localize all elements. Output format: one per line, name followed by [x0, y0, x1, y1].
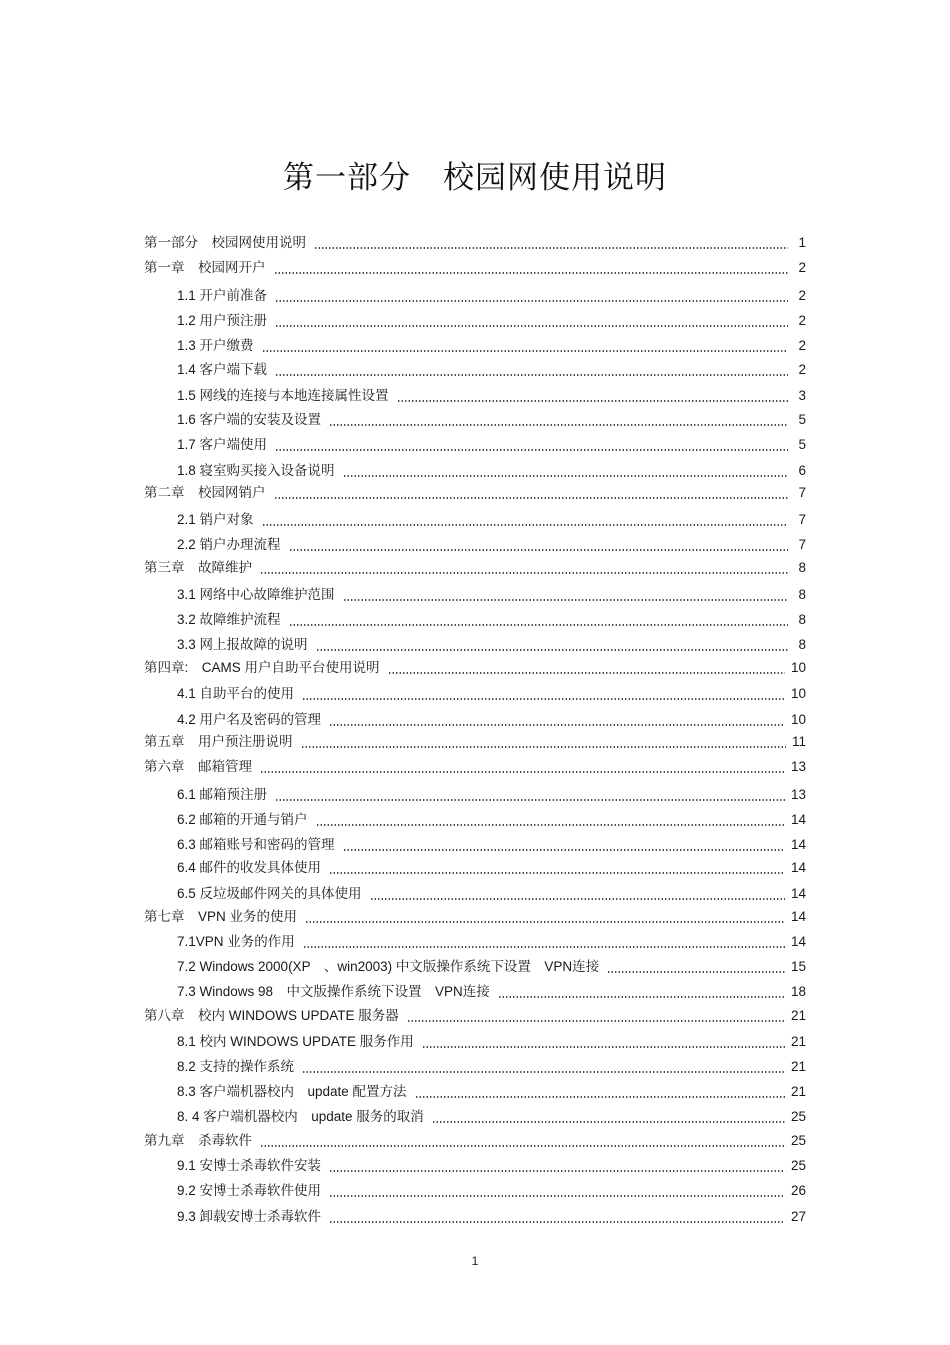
toc-entry-label: 9.1 安博士杀毒软件安装 [177, 1158, 322, 1173]
toc-leader-dots [301, 735, 786, 749]
toc-entry-page: 1 [798, 235, 806, 250]
toc-entry-page: 14 [790, 837, 806, 852]
toc-entry-label: 9.2 安博士杀毒软件使用 [177, 1183, 322, 1198]
toc-leader-dots [262, 513, 788, 527]
toc-entry-label: 7.3 Windows 98 中文版操作系统下设置 VPN连接 [177, 984, 490, 999]
toc-entry-page: 3 [798, 388, 806, 403]
toc-entry-label: 3.2 故障维护流程 [177, 612, 281, 627]
toc-leader-dots [498, 985, 785, 999]
toc-entry-label: 8. 4 客户端机器校内 update 服务的取消 [177, 1109, 424, 1124]
toc-leader-dots [607, 960, 785, 974]
toc-leader-dots [397, 389, 788, 403]
toc-entry [177, 1208, 806, 1226]
toc-entry-page: 5 [798, 437, 806, 452]
toc-entry-label: 6.2 邮箱的开通与销户 [177, 812, 308, 827]
toc-entry [177, 983, 806, 1001]
toc-entry-label: 8.1 校内 WINDOWS UPDATE 服务作用 [177, 1034, 414, 1049]
toc-entry-page: 2 [798, 288, 806, 303]
toc-entry-label: 第五章 用户预注册说明 [144, 734, 293, 749]
toc-leader-dots [343, 588, 788, 602]
toc-entry-page: 13 [790, 787, 806, 802]
page-title: 第一部分 校园网使用说明 [283, 160, 667, 196]
toc-leader-dots [316, 813, 785, 827]
toc-leader-dots [275, 788, 785, 802]
toc-leader-dots [275, 438, 788, 452]
toc-entry-label: 4.1 自助平台的使用 [177, 686, 295, 701]
toc-entry-label: 2.1 销户对象 [177, 512, 254, 527]
toc-entry-label: 第八章 校内 WINDOWS UPDATE 服务器 [144, 1008, 399, 1023]
toc-leader-dots [432, 1110, 785, 1124]
toc-entry-label: 1.6 客户端的安装及设置 [177, 412, 322, 427]
toc-entry-page: 25 [790, 1109, 806, 1124]
toc-entry [177, 885, 806, 903]
toc-entry [144, 559, 806, 577]
toc-entry-page: 2 [798, 313, 806, 328]
toc-entry [177, 1033, 806, 1051]
toc-entry [177, 536, 806, 554]
toc-entry-label: 4.2 用户名及密码的管理 [177, 712, 322, 727]
toc-entry-page: 14 [790, 812, 806, 827]
toc-entry-label: 6.4 邮件的收发具体使用 [177, 860, 322, 875]
toc-entry-label: 3.3 网上报故障的说明 [177, 637, 308, 652]
toc-leader-dots [274, 486, 789, 500]
toc-leader-dots [329, 1159, 785, 1173]
toc-entry [177, 411, 806, 429]
toc-entry-label: 第一部分 校园网使用说明 [144, 235, 306, 250]
toc-entry-page: 7 [798, 512, 806, 527]
toc-leader-dots [275, 314, 788, 328]
toc-entry-page: 6 [798, 463, 806, 478]
toc-entry-page: 21 [790, 1084, 806, 1099]
toc-entry [144, 1132, 806, 1150]
toc-entry [177, 859, 806, 877]
toc-entry-page: 25 [790, 1158, 806, 1173]
toc-leader-dots [329, 1184, 785, 1198]
toc-entry-page: 8 [798, 612, 806, 627]
toc-entry-label: 6.1 邮箱预注册 [177, 787, 268, 802]
toc-entry-label: 1.5 网线的连接与本地连接属性设置 [177, 388, 389, 403]
toc-leader-dots [302, 687, 785, 701]
toc-entry [177, 636, 806, 654]
toc-entry-page: 8 [798, 560, 806, 575]
toc-entry-page: 15 [790, 959, 806, 974]
toc-entry [177, 611, 806, 629]
toc-entry-label: 2.2 销户办理流程 [177, 537, 281, 552]
toc-entry-label: 9.3 卸载安博士杀毒软件 [177, 1209, 322, 1224]
toc-entry-page: 21 [790, 1059, 806, 1074]
toc-entry-page: 25 [790, 1133, 806, 1148]
toc-leader-dots [343, 838, 785, 852]
toc-leader-dots [275, 363, 788, 377]
toc-entry [144, 1007, 806, 1025]
toc-entry-page: 2 [798, 338, 806, 353]
toc-entry [177, 1182, 806, 1200]
toc-entry-page: 26 [790, 1183, 806, 1198]
toc-entry-label: 8.2 支持的操作系统 [177, 1059, 295, 1074]
toc-entry [144, 234, 806, 252]
toc-leader-dots [260, 760, 785, 774]
toc-entry-label: 1.2 用户预注册 [177, 313, 268, 328]
toc-entry-label: 6.3 邮箱账号和密码的管理 [177, 837, 335, 852]
toc-entry-label: 第七章 VPN 业务的使用 [144, 909, 298, 924]
toc-entry-page: 21 [790, 1008, 806, 1023]
toc-entry-page: 8 [798, 637, 806, 652]
toc-entry [177, 1083, 806, 1101]
toc-entry [177, 811, 806, 829]
toc-entry-label: 1.7 客户端使用 [177, 437, 268, 452]
toc-leader-dots [370, 887, 785, 901]
toc-leader-dots [388, 661, 785, 675]
toc-entry [144, 484, 806, 502]
toc-entry-page: 10 [790, 712, 806, 727]
toc-leader-dots [316, 638, 788, 652]
toc-entry [177, 1108, 806, 1126]
toc-entry [177, 436, 806, 454]
toc-leader-dots [407, 1009, 785, 1023]
toc-leader-dots [329, 413, 788, 427]
toc-entry-label: 第九章 杀毒软件 [144, 1133, 252, 1148]
toc-entry-page: 2 [798, 362, 806, 377]
toc-entry-label: 7.2 Windows 2000(XP 、win2003) 中文版操作系统下设置 VPN连接 [177, 959, 600, 974]
toc-entry [144, 259, 806, 277]
toc-leader-dots [262, 339, 788, 353]
toc-entry-label: 6.5 反垃圾邮件网关的具体使用 [177, 886, 362, 901]
toc-entry-page: 18 [790, 984, 806, 999]
toc-leader-dots [275, 289, 788, 303]
toc-entry-page: 21 [790, 1034, 806, 1049]
toc-leader-dots [260, 1134, 785, 1148]
toc-entry [177, 685, 806, 703]
toc-entry-page: 14 [790, 886, 806, 901]
toc-entry-label: 第二章 校园网销户 [144, 485, 266, 500]
toc-entry-label: 7.1VPN 业务的作用 [177, 934, 295, 949]
toc-entry [177, 462, 806, 480]
toc-entry-label: 1.8 寝室购买接入设备说明 [177, 463, 335, 478]
toc-entry [177, 387, 806, 405]
toc-entry-label: 1.1 开户前准备 [177, 288, 268, 303]
toc-leader-dots [422, 1035, 785, 1049]
toc-entry [177, 312, 806, 330]
toc-leader-dots [260, 561, 788, 575]
toc-leader-dots [289, 613, 788, 627]
toc-leader-dots [329, 713, 785, 727]
toc-entry-page: 7 [798, 537, 806, 552]
toc-leader-dots [314, 236, 788, 250]
toc-leader-dots [415, 1085, 785, 1099]
toc-entry [177, 586, 806, 604]
toc-entry-label: 1.3 开户缴费 [177, 338, 254, 353]
toc-entry-page: 13 [790, 759, 806, 774]
toc-leader-dots [329, 1210, 785, 1224]
toc-entry-page: 7 [798, 485, 806, 500]
toc-entry [177, 711, 806, 729]
toc-entry [177, 287, 806, 305]
toc-entry [144, 733, 806, 751]
toc-entry-label: 第三章 故障维护 [144, 560, 252, 575]
toc-leader-dots [303, 935, 785, 949]
toc-entry-label: 第四章: CAMS 用户自助平台使用说明 [144, 660, 380, 675]
toc-leader-dots [343, 464, 788, 478]
toc-entry-page: 5 [798, 412, 806, 427]
toc-entry-page: 10 [790, 660, 806, 675]
toc-entry-label: 第六章 邮箱管理 [144, 759, 252, 774]
toc-entry [177, 1058, 806, 1076]
toc-leader-dots [329, 861, 785, 875]
toc-entry [177, 933, 806, 951]
toc-entry [177, 836, 806, 854]
toc-entry-page: 27 [790, 1209, 806, 1224]
toc-entry-page: 8 [798, 587, 806, 602]
toc-entry-page: 14 [790, 934, 806, 949]
toc-entry-page: 11 [791, 734, 806, 749]
toc-entry [177, 337, 806, 355]
toc-leader-dots [305, 910, 785, 924]
toc-entry [144, 659, 806, 677]
page-number: 1 [471, 1254, 479, 1268]
toc-entry [177, 1157, 806, 1175]
toc-leader-dots [274, 261, 789, 275]
toc-leader-dots [289, 538, 788, 552]
toc-entry-label: 1.4 客户端下载 [177, 362, 268, 377]
toc-entry [177, 958, 806, 976]
toc-entry-label: 8.3 客户端机器校内 update 配置方法 [177, 1084, 407, 1099]
toc-entry-label: 第一章 校园网开户 [144, 260, 266, 275]
toc-leader-dots [302, 1060, 785, 1074]
toc-entry [177, 511, 806, 529]
toc-entry-page: 14 [790, 860, 806, 875]
toc-entry-page: 14 [790, 909, 806, 924]
toc-entry [177, 361, 806, 379]
toc-entry [144, 758, 806, 776]
toc-entry-page: 2 [798, 260, 806, 275]
toc-entry-page: 10 [790, 686, 806, 701]
toc-entry-label: 3.1 网络中心故障维护范围 [177, 587, 335, 602]
toc-entry [177, 786, 806, 804]
toc-entry [144, 908, 806, 926]
